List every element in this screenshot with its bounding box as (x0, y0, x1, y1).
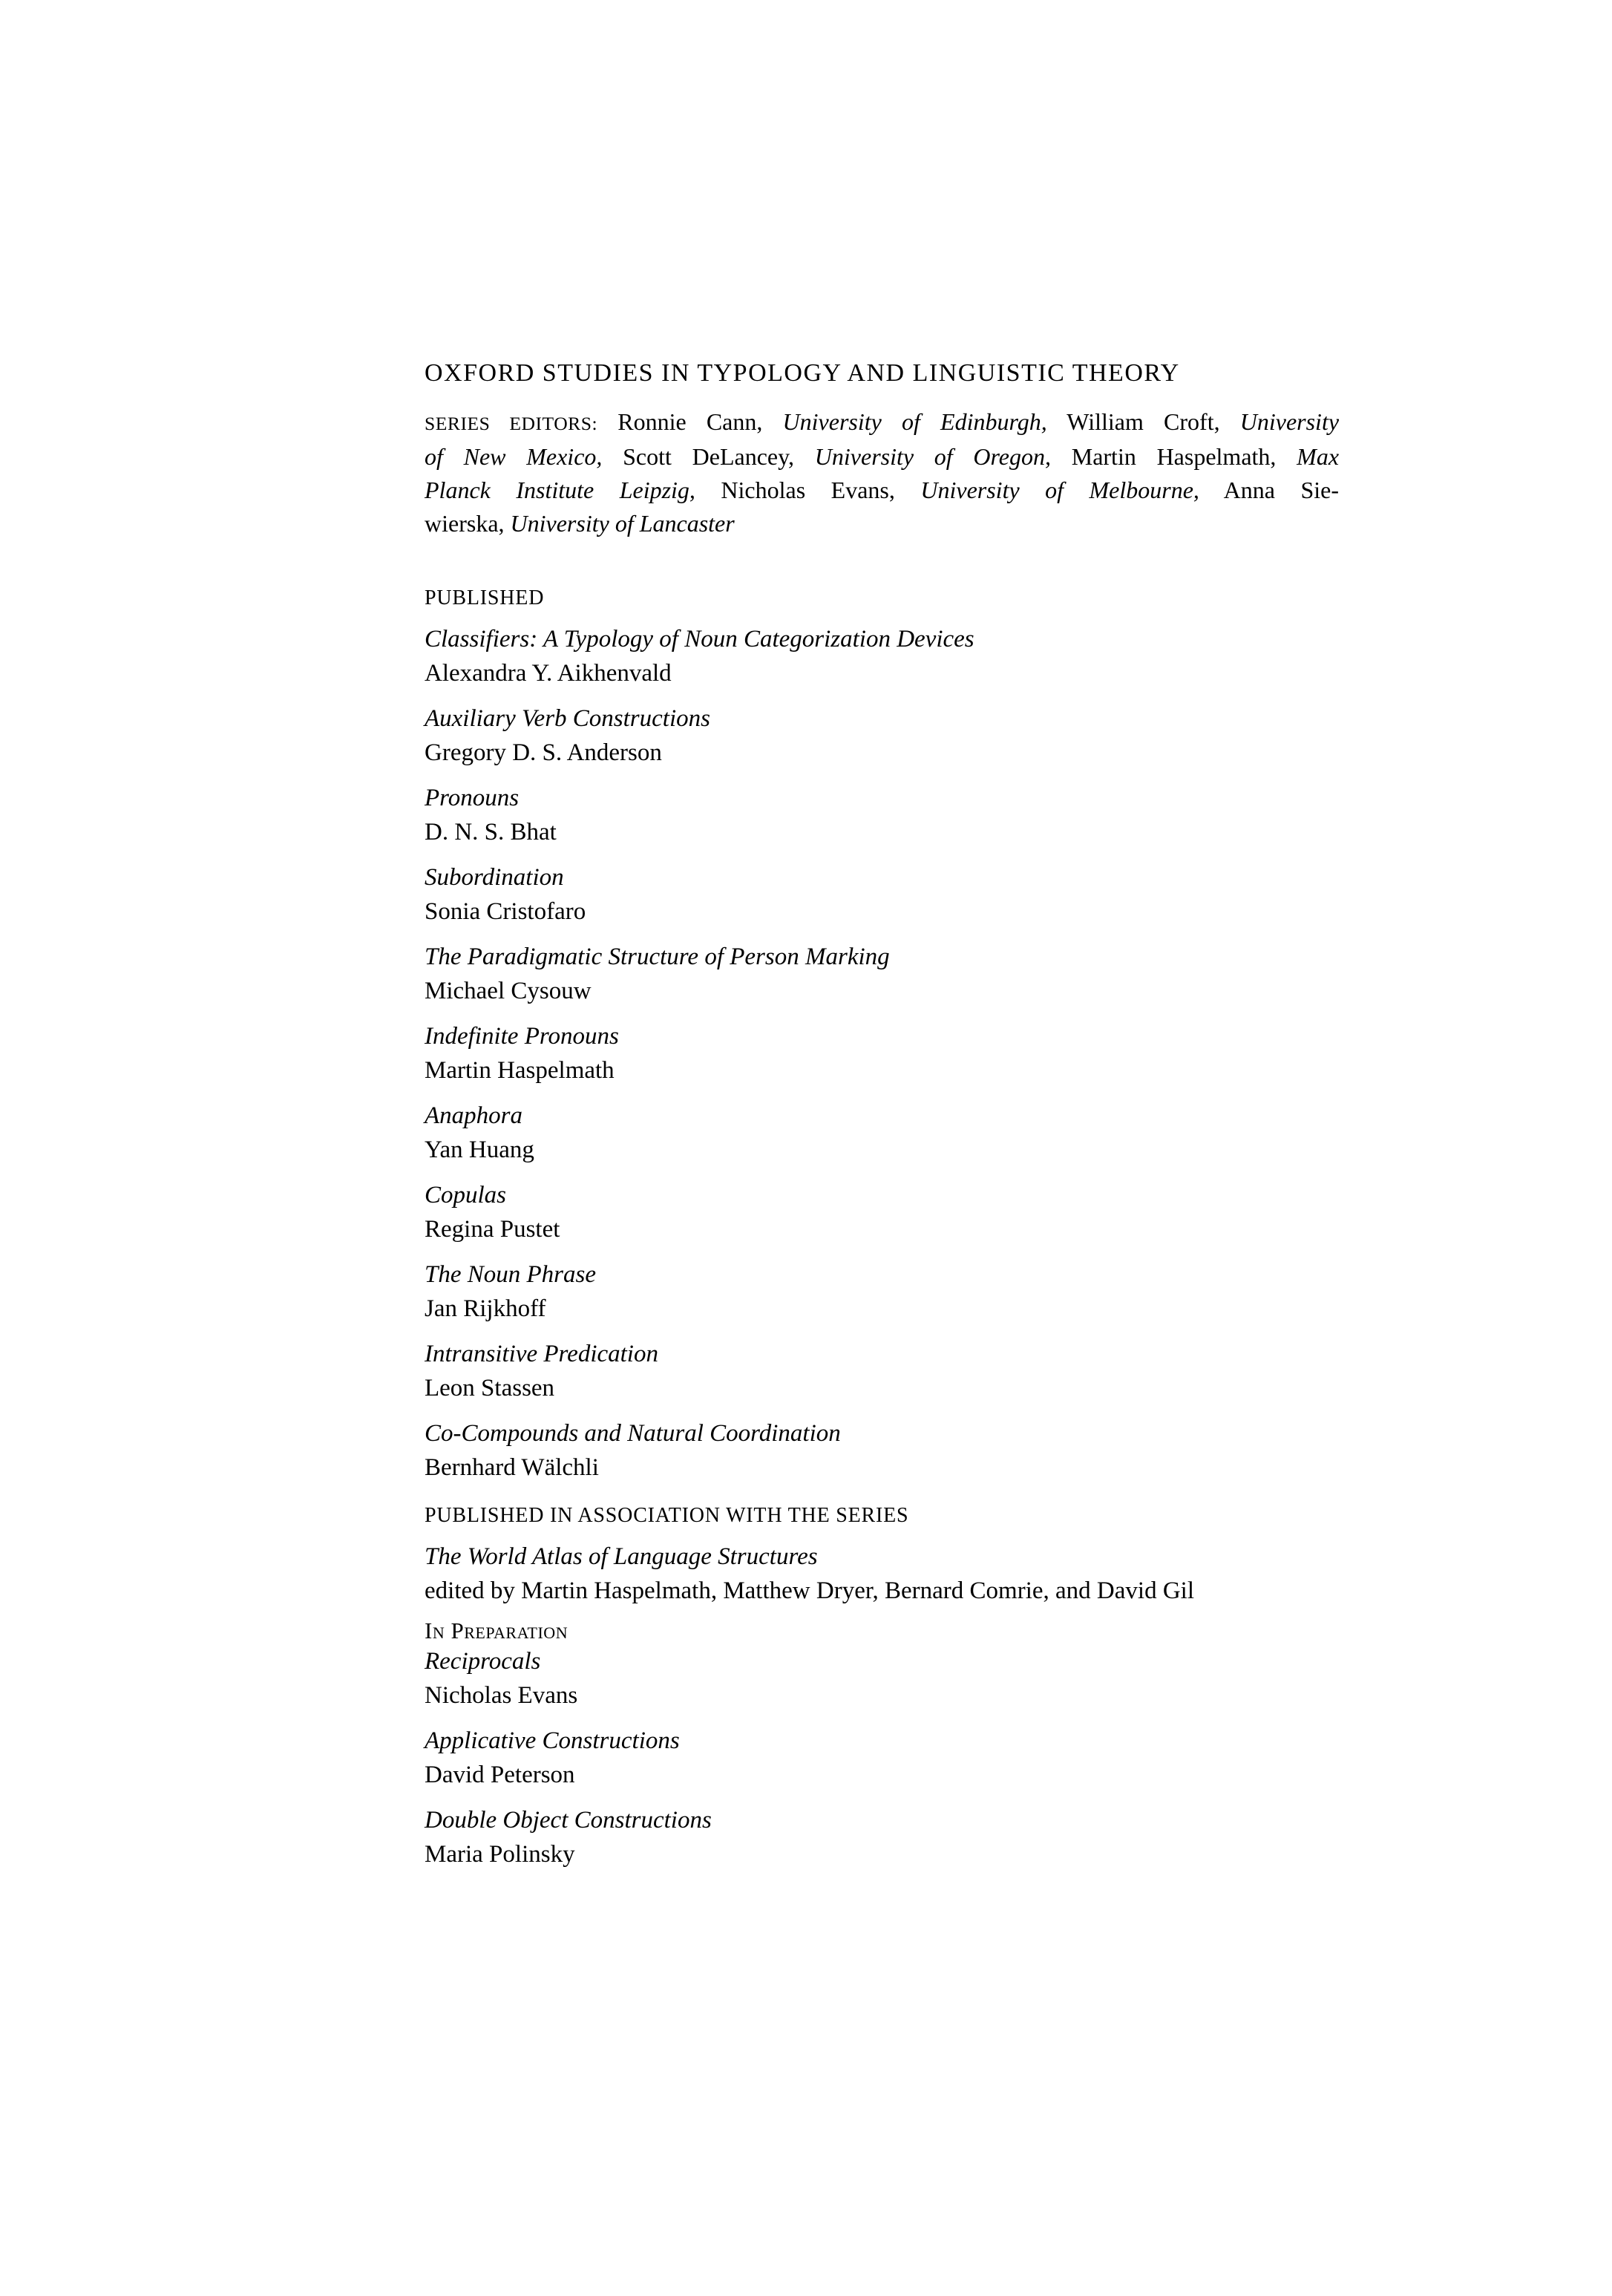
published-section (425, 586, 1339, 1485)
in-preparation-section (425, 1619, 1339, 1871)
editor-affiliation: University of Edinburgh, (782, 408, 1047, 435)
published-heading: PUBLISHED (425, 586, 545, 609)
book-author: Jan Rijkhoff (425, 1295, 546, 1322)
book-entry (425, 1803, 1339, 1871)
series-editors-paragraph (425, 405, 1339, 540)
book-entry (425, 701, 1339, 770)
editor-name: Martin Haspelmath, (1051, 443, 1297, 470)
editor-name: William Croft, (1046, 408, 1240, 435)
editor-affiliation: of New Mexico, (425, 443, 603, 470)
book-author: Maria Polinsky (425, 1841, 575, 1868)
editor-affiliation: University of Lancaster (510, 510, 735, 537)
book-title: Indefinite Pronouns (425, 1023, 619, 1050)
in-preparation-heading: In Preparation (425, 1618, 569, 1643)
book-title: Pronouns (425, 785, 520, 811)
book-title: Reciprocals (425, 1648, 541, 1675)
editor-affiliation: University of Oregon, (814, 443, 1052, 470)
editor-name: Nicholas Evans, (695, 477, 921, 503)
book-title: Applicative Constructions (425, 1727, 680, 1754)
editor-affiliation: Max (1297, 443, 1340, 470)
book-author: Yan Huang (425, 1136, 534, 1163)
book-title: Anaphora (425, 1102, 522, 1129)
book-entry (425, 1099, 1339, 1167)
text-column (425, 0, 1339, 1883)
book-title: Double Object Constructions (425, 1807, 712, 1834)
book-author: edited by Martin Haspelmath, Matthew Dryer, Bernard Comrie, and David Gil (425, 1577, 1194, 1604)
book-author: Nicholas Evans (425, 1682, 578, 1709)
book-title: Intransitive Predication (425, 1341, 658, 1367)
editor-affiliation: University of Melbourne, (920, 477, 1199, 503)
book-title: The World Atlas of Language Structures (425, 1543, 818, 1570)
book-entry (425, 860, 1339, 929)
series-title: OXFORD STUDIES IN TYPOLOGY AND LINGUISTIC THEORY (425, 359, 1180, 387)
book-title: Co-Compounds and Natural Coordination (425, 1420, 841, 1447)
book-title: Auxiliary Verb Constructions (425, 705, 710, 732)
book-entry (425, 1416, 1339, 1485)
book-entry (425, 622, 1339, 690)
book-title: The Paradigmatic Structure of Person Marking (425, 943, 890, 970)
series-editors-line-4 (425, 507, 1339, 540)
book-entry (425, 1337, 1339, 1405)
series-editors-line-1 (425, 405, 1339, 440)
book-entry (425, 1178, 1339, 1246)
series-editors-line-3 (425, 474, 1339, 507)
book-title: Copulas (425, 1182, 507, 1208)
book-author: Leon Stassen (425, 1375, 555, 1402)
editor-name: wierska, (425, 510, 511, 537)
series-editors-line-2 (425, 440, 1339, 474)
book-title: Subordination (425, 864, 564, 891)
book-author: Michael Cysouw (425, 978, 592, 1004)
book-entry (425, 781, 1339, 849)
editor-name: Ronnie Cann, (597, 408, 783, 435)
book-title: The Noun Phrase (425, 1261, 596, 1288)
book-author: Gregory D. S. Anderson (425, 739, 662, 766)
book-entry (425, 1540, 1339, 1608)
editor-name: Anna Sie- (1199, 477, 1340, 503)
editor-name: Scott DeLancey, (602, 443, 815, 470)
association-heading: PUBLISHED IN ASSOCIATION WITH THE SERIES (425, 1504, 909, 1527)
book-title: Classifiers: A Typology of Noun Categorization Devices (425, 626, 974, 653)
book-entry (425, 1724, 1339, 1792)
series-editors-label: SERIES EDITORS: (425, 413, 598, 434)
book-author: David Peterson (425, 1762, 575, 1788)
book-author: Sonia Cristofaro (425, 898, 586, 925)
association-section (425, 1504, 1339, 1608)
book-entry (425, 940, 1339, 1008)
book-entry (425, 1644, 1339, 1713)
book-author: Regina Pustet (425, 1216, 560, 1243)
book-entry (425, 1019, 1339, 1088)
book-author: Bernhard Wälchli (425, 1454, 599, 1481)
book-entry (425, 1257, 1339, 1326)
editor-affiliation: University (1239, 408, 1340, 435)
editor-affiliation: Planck Institute Leipzig, (425, 477, 695, 503)
book-author: Alexandra Y. Aikhenvald (425, 660, 672, 687)
book-author: D. N. S. Bhat (425, 819, 557, 846)
book-author: Martin Haspelmath (425, 1057, 615, 1084)
